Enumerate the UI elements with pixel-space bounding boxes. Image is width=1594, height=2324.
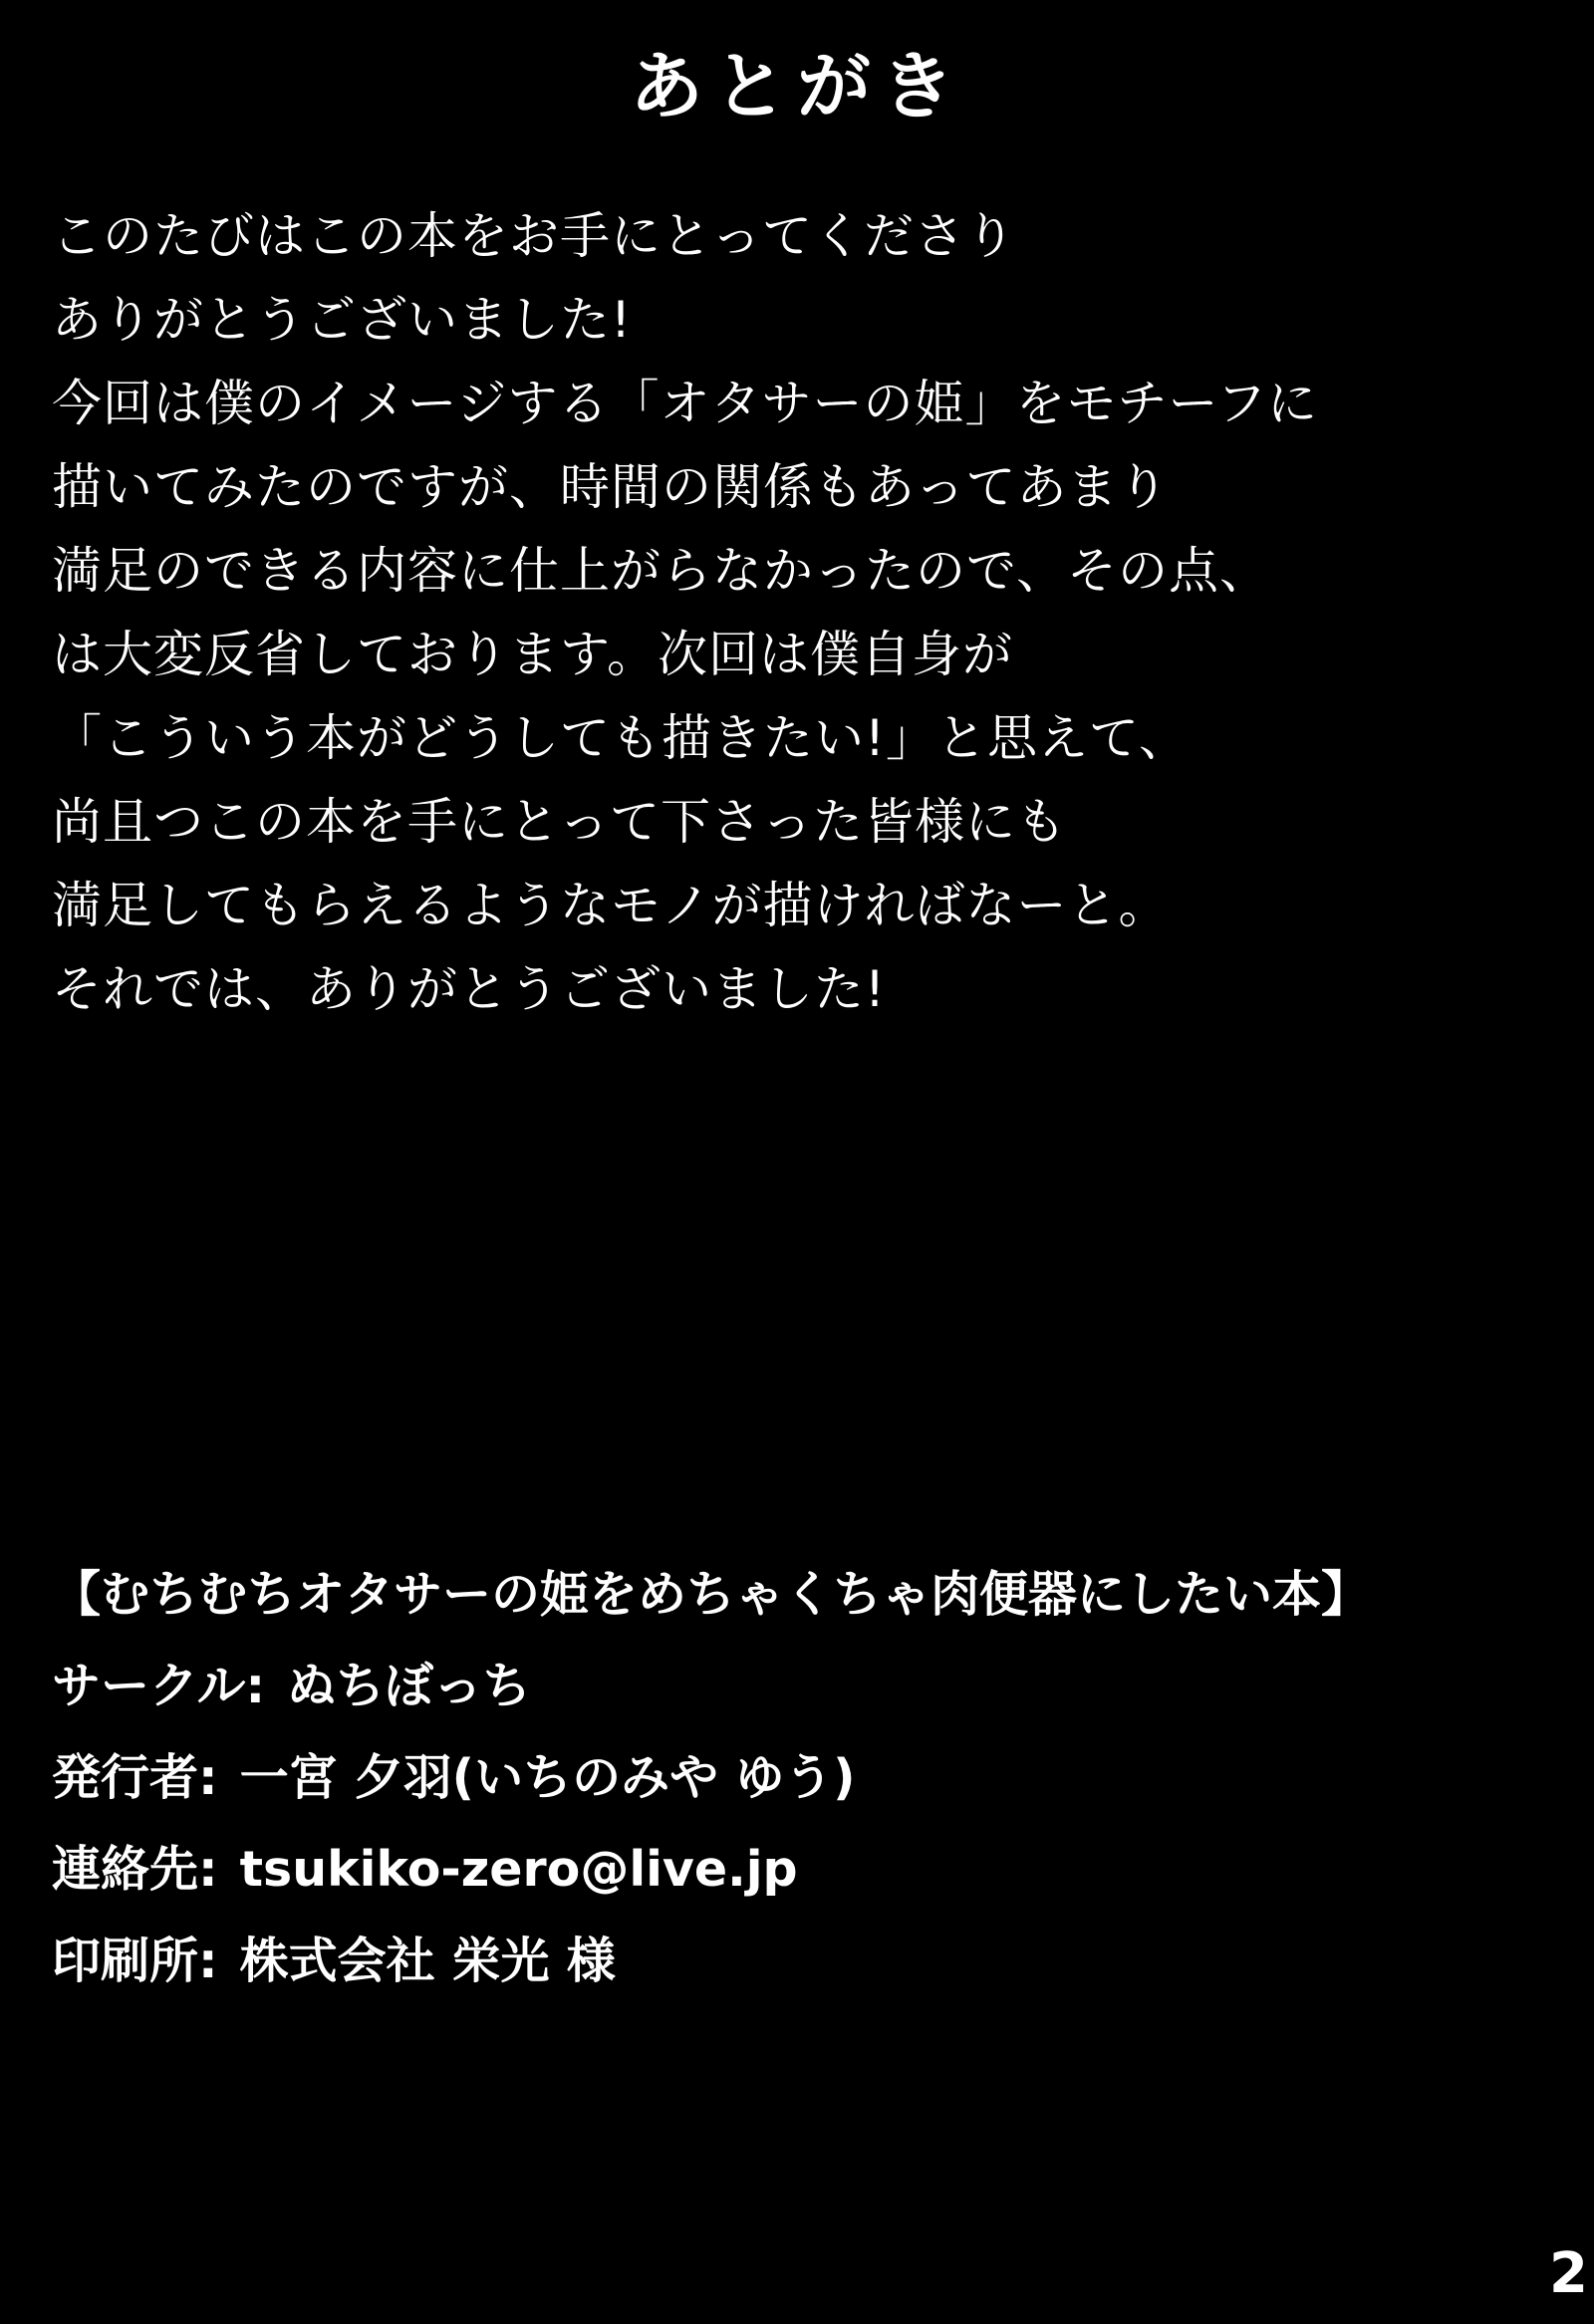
colophon-row-contact	[52, 1824, 1526, 1916]
colophon-label: 印刷所:	[52, 1933, 218, 1989]
afterword-line: 描いてみたのですが、時間の関係もあってあまり	[52, 458, 1170, 516]
colophon-row-author	[52, 1732, 1526, 1824]
afterword-line: このたびはこの本をお手にとってくださり	[52, 207, 1016, 265]
colophon-value: ぬちぼっち	[287, 1658, 532, 1714]
colophon-row-circle	[52, 1641, 1526, 1732]
colophon-work-title: 【むちむちオタサーの姫をめちゃくちゃ肉便器にしたい本】	[52, 1566, 1371, 1623]
colophon-value: 株式会社 栄光 様	[239, 1933, 616, 1989]
afterword-body	[52, 194, 1526, 1031]
afterword-line: ありがとうございました!	[52, 291, 633, 349]
colophon-value: 一宮 夕羽(いちのみや ゆう)	[239, 1749, 856, 1806]
colophon	[52, 1549, 1526, 2007]
page-number: 2	[1549, 2241, 1588, 2306]
afterword-line: 「こういう本がどうしても描きたい!」と思えて、	[52, 709, 1191, 767]
afterword-line: 尚且つこの本を手にとって下さった皆様にも	[52, 793, 1067, 851]
afterword-line: それでは、ありがとうございました!	[52, 960, 887, 1018]
colophon-value-email[interactable]: tsukiko-zero@live.jp	[239, 1841, 798, 1898]
afterword-line: 満足してもらえるようなモノが描ければなーと。	[52, 877, 1170, 934]
afterword-line: 今回は僕のイメージする「オタサーの姫」をモチーフに	[52, 375, 1318, 432]
afterword-line: 満足のできる内容に仕上がらなかったので、その点、	[52, 542, 1270, 600]
colophon-label: 発行者:	[52, 1749, 218, 1806]
page-title: あとがき	[630, 44, 964, 129]
colophon-label: サークル:	[52, 1658, 266, 1714]
afterword-line: は大変反省しております。次回は僕自身が	[52, 626, 1013, 683]
colophon-label: 連絡先:	[52, 1841, 218, 1898]
colophon-row-printer	[52, 1916, 1526, 2007]
